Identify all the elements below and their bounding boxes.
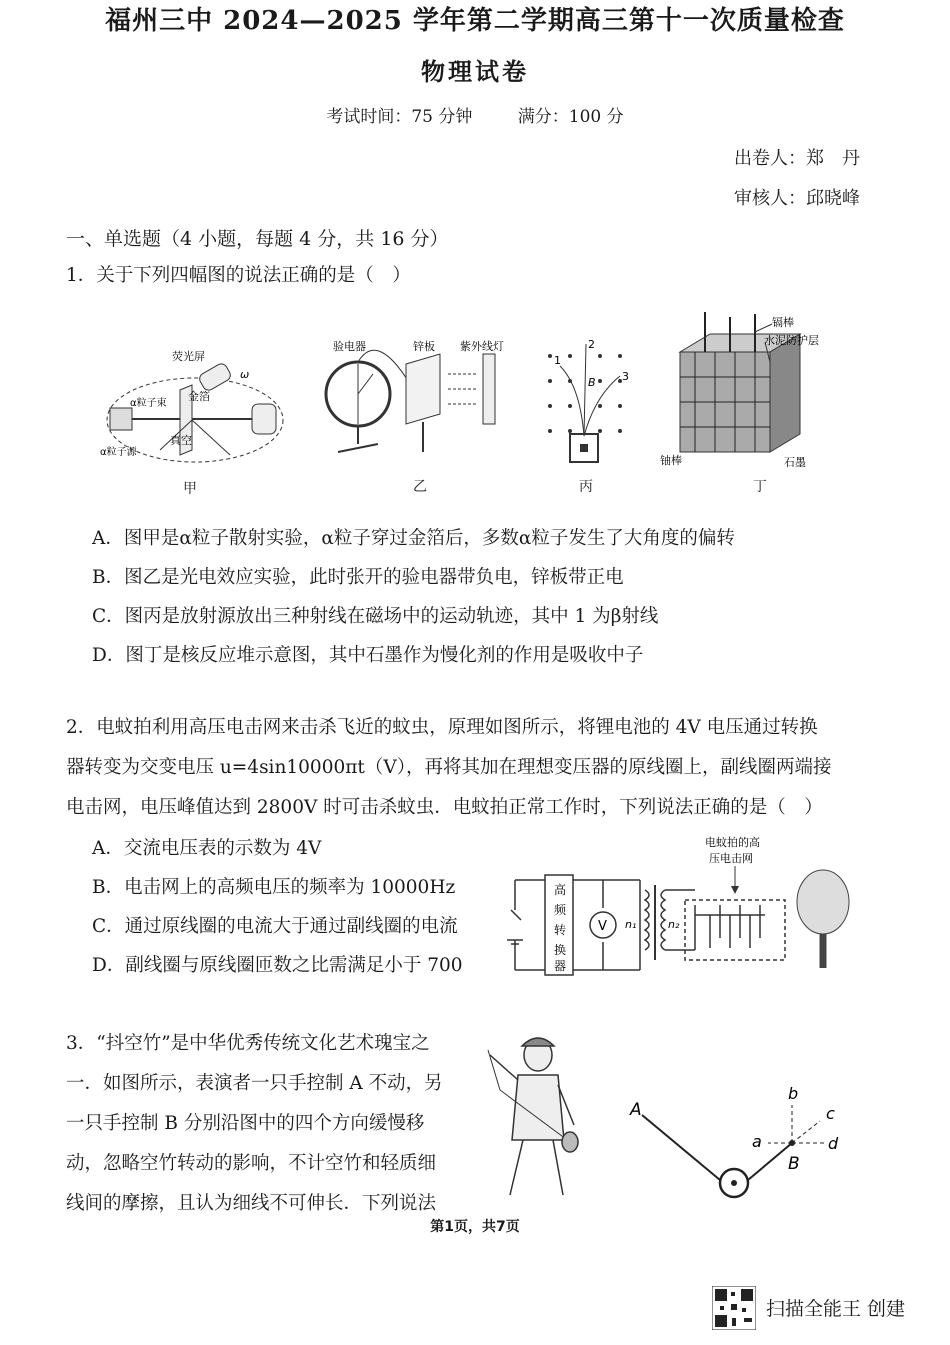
diabolo-center xyxy=(731,1180,737,1186)
electroscope-leaf xyxy=(358,374,373,394)
mosquito-swatter-head xyxy=(797,870,849,934)
label-a-point: A xyxy=(630,1100,642,1120)
q1-stem: 1．关于下列四幅图的说法正确的是（ ） xyxy=(66,265,411,286)
q3-stem-line: 一．如图所示，表演者一只手控制 A 不动，另 xyxy=(66,1073,443,1094)
figure-yi xyxy=(318,334,518,464)
label-omega: ω xyxy=(240,368,250,381)
label-electroscope: 验电器 xyxy=(333,340,366,353)
source-sample xyxy=(580,444,588,452)
q2-option-d: D．副线圈与原线圈匝数之比需满足小于 700 xyxy=(92,955,463,976)
leader-line xyxy=(755,324,772,332)
fig-label-jia: 甲 xyxy=(183,481,197,497)
qr-code-icon xyxy=(712,1286,756,1330)
performer-left-leg xyxy=(510,1140,523,1195)
exam-reviewer: 审核人：邱晓峰 xyxy=(734,188,860,209)
q3-stem-line: 线间的摩擦，且认为细线不可伸长．下列说法 xyxy=(66,1193,437,1214)
q3-stem-line: 3．“抖空竹”是中华优秀传统文化艺术瑰宝之 xyxy=(66,1033,430,1054)
q2-stem xyxy=(66,708,896,828)
track-1 xyxy=(560,366,584,436)
fig-label-bing: 丙 xyxy=(579,479,593,495)
q3-stem-line: 一只手控制 B 分别沿图中的四个方向缓慢移 xyxy=(66,1113,425,1134)
label-dir-c: c xyxy=(826,1104,835,1123)
converter-char: 频 xyxy=(554,903,567,917)
label-concrete-shield: 水泥防护层 xyxy=(764,334,819,347)
full-score: 满分：100 分 xyxy=(517,107,624,127)
label-foil: 金箔 xyxy=(188,390,210,403)
electroscope-base xyxy=(338,444,378,452)
fig-label-yi: 乙 xyxy=(413,479,427,495)
q2-stem-line: 器转变为交变电压 u=4sin10000πt（V），再将其加在理想变压器的原线圈上，副线圈两端接 xyxy=(66,757,832,778)
n2-label: n₂ xyxy=(668,918,680,931)
label-uranium-rod: 铀棒 xyxy=(660,454,682,467)
q2-stem-line: 电击网，电压峰值达到 2800V 时可击杀蚊虫．电蚊拍正常工作时，下列说法正确的是（ ） xyxy=(66,797,823,818)
performer-body xyxy=(512,1075,564,1140)
circuit-wires xyxy=(507,875,785,975)
q2-option-a: A．交流电压表的示数为 4V xyxy=(92,838,322,859)
exam-time: 考试时间：75 分钟 xyxy=(326,107,473,127)
page-number: 第1页，共7页 xyxy=(430,1219,520,1235)
label-zinc-plate: 锌板 xyxy=(413,340,435,353)
q2-option-c: C．通过原线圈的电流大于通过副线圈的电流 xyxy=(92,916,458,937)
label-graphite: 石墨 xyxy=(784,456,806,469)
performer-cap xyxy=(522,1038,554,1046)
fluorescent-screen-scope xyxy=(198,362,233,393)
figure-ding xyxy=(660,312,860,472)
converter-char: 转 xyxy=(554,923,567,937)
label-b-point: B xyxy=(788,1154,800,1174)
q1-option-c: C．图丙是放射源放出三种射线在磁场中的运动轨迹，其中 1 为β射线 xyxy=(92,606,659,627)
track-label-1: 1 xyxy=(554,354,561,367)
figure-bing xyxy=(540,336,632,466)
label-dir-d: d xyxy=(828,1134,839,1153)
label-vacuum: 真空 xyxy=(170,434,192,447)
performer-stick xyxy=(488,1050,500,1090)
exam-subtitle: 物理试卷 xyxy=(421,57,529,86)
exam-title: 福州三中 2024—2025 学年第二学期高三第十一次质量检查 xyxy=(105,6,845,36)
direction-c xyxy=(792,1121,820,1143)
track-2 xyxy=(584,344,586,436)
exam-info xyxy=(0,102,950,127)
q2-option-b: B．电击网上的高频电压的频率为 10000Hz xyxy=(92,877,456,898)
net-pointer-arrow xyxy=(731,886,739,894)
q3-diagram xyxy=(620,1075,860,1205)
net-label-line2: 压电击网 xyxy=(709,852,753,865)
figure-jia xyxy=(100,340,295,470)
label-screen: 荧光屏 xyxy=(172,350,205,363)
label-dir-a: a xyxy=(752,1132,762,1151)
net-label-line1: 电蚊拍的高 xyxy=(705,836,760,849)
n1-label: n₁ xyxy=(625,918,637,931)
label-source: α粒子源 xyxy=(100,447,137,458)
microscope-end xyxy=(252,404,276,434)
label-dir-b: b xyxy=(788,1084,799,1103)
string-left xyxy=(642,1115,720,1180)
q3-stem xyxy=(66,1024,466,1224)
alpha-source-box xyxy=(110,408,132,430)
converter-char: 换 xyxy=(554,943,567,957)
scatter-ray xyxy=(192,420,230,455)
diabolo xyxy=(562,1132,578,1152)
q1-option-d: D．图丁是核反应堆示意图，其中石墨作为慢化剂的作用是吸收中子 xyxy=(92,645,644,666)
converter-char: 高 xyxy=(554,883,567,897)
voltmeter-label: V xyxy=(598,919,607,934)
converter-char: 器 xyxy=(554,959,567,973)
zinc-plate xyxy=(406,354,440,424)
q3-stem-line: 动，忽略空竹转动的影响，不计空竹和轻质细 xyxy=(66,1153,437,1174)
performer-right-leg xyxy=(553,1140,563,1195)
q1-option-b: B．图乙是光电效应实验，此时张开的验电器带负电，锌板带正电 xyxy=(92,567,624,588)
exam-author: 出卷人：郑 丹 xyxy=(734,148,860,169)
q1-option-a: A．图甲是α粒子散射实验，α粒子穿过金箔后，多数α粒子发生了大角度的偏转 xyxy=(92,528,735,549)
q2-stem-line: 2．电蚊拍利用高压电击网来击杀飞近的蚊虫，原理如图所示，将锂电池的 4V 电压通过转换 xyxy=(66,717,818,738)
q2-circuit-figure xyxy=(505,830,855,980)
fig-label-ding: 丁 xyxy=(753,479,767,495)
field-label-b: B xyxy=(588,376,596,389)
label-cadmium-rod: 镉棒 xyxy=(772,316,794,329)
reactor-core xyxy=(680,334,800,452)
performer-illustration xyxy=(478,1030,598,1200)
label-uv-lamp: 紫外线灯 xyxy=(460,340,504,353)
section-heading: 一、单选题（4 小题，每题 4 分，共 16 分） xyxy=(66,228,449,250)
scanner-watermark: 扫描全能王 创建 xyxy=(766,1298,906,1320)
uv-lamp xyxy=(483,354,495,424)
track-label-3: 3 xyxy=(622,370,629,383)
label-beam: α粒子束 xyxy=(130,398,167,409)
performer-left-arm xyxy=(490,1055,518,1080)
track-label-2: 2 xyxy=(588,338,595,351)
